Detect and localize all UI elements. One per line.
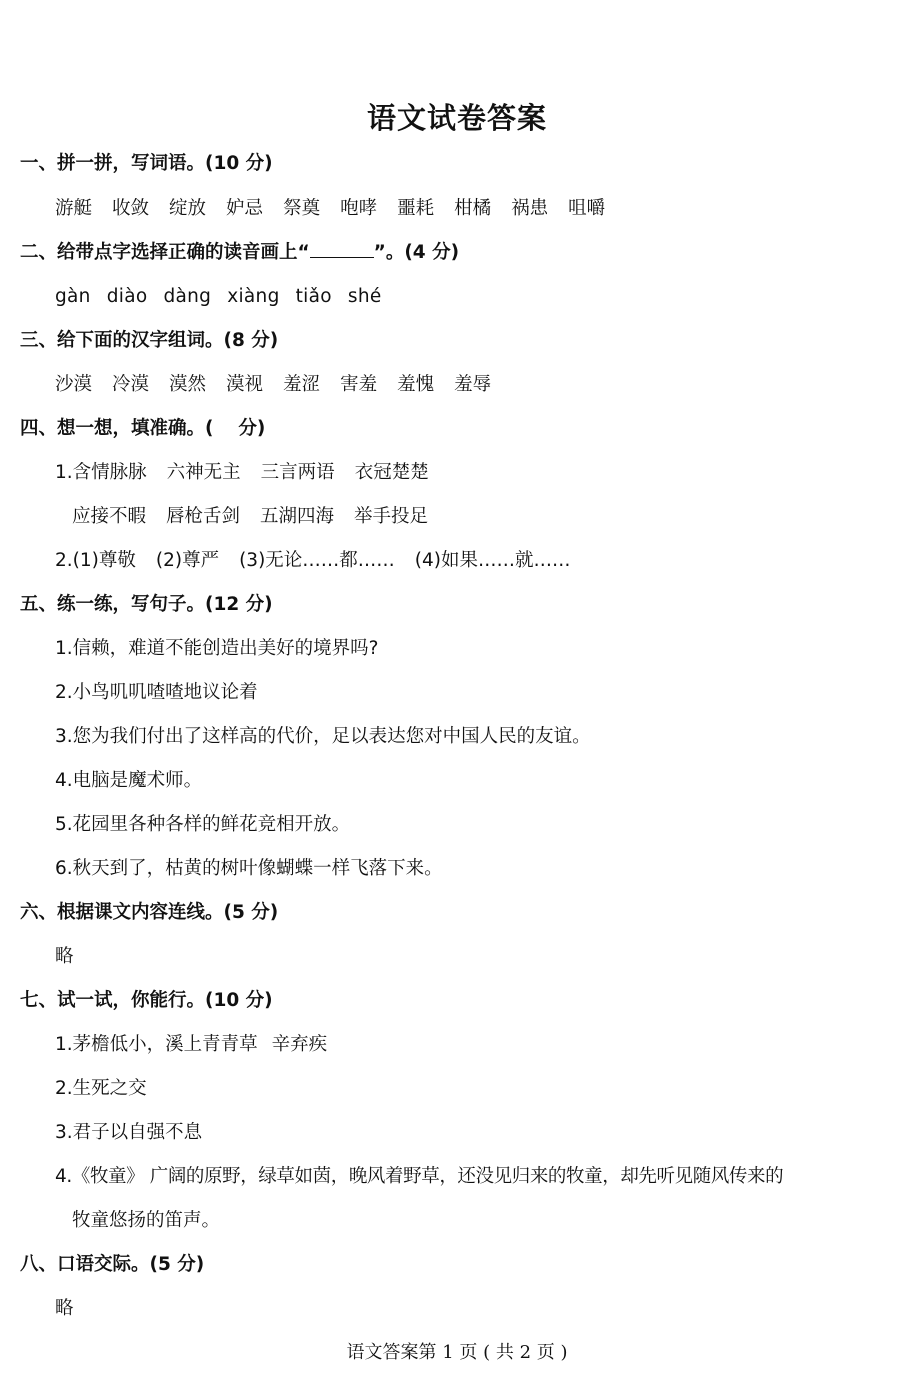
pinyin-item: shé — [347, 286, 382, 307]
pinyin-item: tiǎo — [295, 286, 332, 307]
section-2-heading — [20, 240, 459, 266]
word-item: 羞涩 — [283, 374, 321, 395]
idiom-item: 1.含情脉脉 — [55, 462, 147, 483]
section-4-row-3 — [55, 548, 571, 574]
answer-line: 4.《牧童》 广阔的原野，绿草如茵，晚风着野草，还没见归来的牧童，却先听见随风传来的 — [55, 1166, 784, 1187]
answer-item: (4)如果……就…… — [414, 550, 571, 571]
word-item: 绽放 — [169, 198, 207, 219]
pinyin-item: xiàng — [227, 286, 280, 307]
word-item: 柑橘 — [454, 198, 492, 219]
word-item: 沙漠 — [55, 374, 93, 395]
section-1-words — [55, 196, 605, 222]
poem-line — [55, 1032, 327, 1058]
idiom-item: 五湖四海 — [260, 506, 335, 527]
word-item: 害羞 — [340, 374, 378, 395]
page-title: 语文试卷答案 — [366, 101, 547, 135]
word-item: 羞愧 — [397, 374, 435, 395]
word-item: 咆哮 — [340, 198, 378, 219]
answer-item: (3)无论……都…… — [239, 550, 395, 571]
pinyin-item: diào — [106, 286, 148, 307]
section-1-heading: 一、拼一拼，写词语。(10 分) — [20, 153, 273, 174]
answer-line: 3.君子以自强不息 — [55, 1122, 203, 1143]
idiom-item: 举手投足 — [354, 506, 429, 527]
word-item: 漠然 — [169, 374, 207, 395]
idiom-item: 唇枪舌剑 — [166, 506, 241, 527]
pinyin-item: dàng — [163, 286, 212, 307]
word-item: 祸患 — [511, 198, 549, 219]
word-item: 漠视 — [226, 374, 264, 395]
section-8-heading: 八、口语交际。(5 分) — [20, 1254, 205, 1275]
word-item: 游艇 — [55, 198, 93, 219]
word-item: 噩耗 — [397, 198, 435, 219]
section-4-row-1 — [55, 460, 429, 486]
word-item: 咀嚼 — [568, 198, 606, 219]
word-item: 羞辱 — [454, 374, 492, 395]
section-6-answer: 略 — [55, 946, 74, 967]
answer-blank — [310, 243, 374, 258]
poem-verse: 1.茅檐低小，溪上青青草 — [55, 1034, 258, 1055]
section-8-answer: 略 — [55, 1298, 74, 1319]
sentence-line: 2.小鸟叽叽喳喳地议论着 — [55, 682, 258, 703]
section-4-heading: 四、想一想，填准确。( 分) — [20, 418, 266, 439]
word-item: 冷漠 — [112, 374, 150, 395]
sentence-line: 6.秋天到了，枯黄的树叶像蝴蝶一样飞落下来。 — [55, 858, 443, 879]
page-footer: 语文答案第 1 页 ( 共 2 页 ) — [346, 1342, 568, 1363]
idiom-item: 衣冠楚楚 — [354, 462, 429, 483]
section-2-pinyin — [55, 284, 398, 310]
pinyin-item: gàn — [55, 286, 91, 307]
idiom-item: 三言两语 — [260, 462, 335, 483]
answer-item: (2)尊严 — [155, 550, 220, 571]
word-item: 祭奠 — [283, 198, 321, 219]
section-7-heading: 七、试一试，你能行。(10 分) — [20, 990, 273, 1011]
sentence-line: 3.您为我们付出了这样高的代价，足以表达您对中国人民的友谊。 — [55, 726, 591, 747]
answer-item: 2.(1)尊敬 — [55, 550, 136, 571]
sentence-line: 5.花园里各种各样的鲜花竞相开放。 — [55, 814, 351, 835]
idiom-item: 应接不暇 — [72, 506, 147, 527]
section-4-row-2 — [72, 504, 428, 530]
section-6-heading: 六、根据课文内容连线。(5 分) — [20, 902, 279, 923]
sentence-line: 1.信赖，难道不能创造出美好的境界吗? — [55, 638, 379, 659]
section-2-heading-post: ”。(4 分) — [373, 242, 460, 263]
section-2-heading-pre: 二、给带点字选择正确的读音画上“ — [20, 242, 310, 263]
section-5-heading: 五、练一练，写句子。(12 分) — [20, 594, 273, 615]
word-item: 妒忌 — [226, 198, 264, 219]
word-item: 收敛 — [112, 198, 150, 219]
section-3-heading: 三、给下面的汉字组词。(8 分) — [20, 330, 279, 351]
idiom-item: 六神无主 — [166, 462, 241, 483]
sentence-line: 4.电脑是魔术师。 — [55, 770, 203, 791]
answer-line: 2.生死之交 — [55, 1078, 147, 1099]
poem-author: 辛弃疾 — [271, 1034, 328, 1055]
section-3-words — [55, 372, 491, 398]
answer-line-continued: 牧童悠扬的笛声。 — [72, 1210, 221, 1231]
